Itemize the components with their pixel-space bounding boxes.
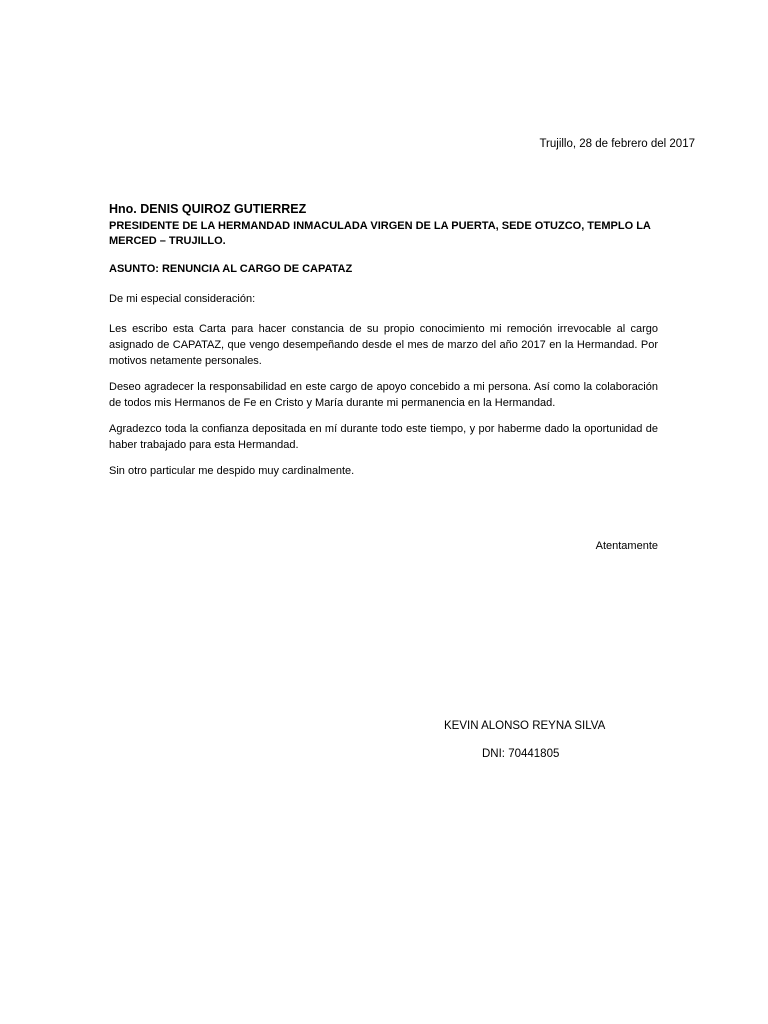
body-paragraph-4: Sin otro particular me despido muy cardinalmente. [109, 465, 355, 477]
body-paragraph-1: Les escribo esta Carta para hacer constancia de su propio conocimiento mi remoción irrevocable al cargo asignado de CAPATAZ, que vengo desempeñando desde el mes de marzo del año 2017 en la Hermandad. Por motivos netamente personales. [109, 323, 658, 367]
signer-dni: DNI: 70441805 [482, 748, 560, 760]
recipient-name: Hno. DENIS QUIROZ GUTIERREZ [109, 202, 307, 216]
recipient-title: PRESIDENTE DE LA HERMANDAD INMACULADA VIRGEN DE LA PUERTA, SEDE OTUZCO, TEMPLO LA MERCED – TRUJILLO. [109, 220, 651, 247]
letter-closing: Atentamente [595, 540, 658, 552]
letter-subject: ASUNTO: RENUNCIA AL CARGO DE CAPATAZ [109, 263, 353, 275]
letter-greeting: De mi especial consideración: [109, 293, 256, 305]
letter-date: Trujillo, 28 de febrero del 2017 [539, 138, 695, 150]
signer-name: KEVIN ALONSO REYNA SILVA [444, 720, 606, 732]
body-paragraph-2: Deseo agradecer la responsabilidad en este cargo de apoyo concebido a mi persona. Así como la colaboración de todos mis Hermanos de Fe en Cristo y María durante mi permanencia en la Hermandad. [109, 381, 658, 409]
body-paragraph-3: Agradezco toda la confianza depositada en mí durante todo este tiempo, y por haberme dado la oportunidad de haber trabajado para esta Hermandad. [109, 423, 658, 451]
